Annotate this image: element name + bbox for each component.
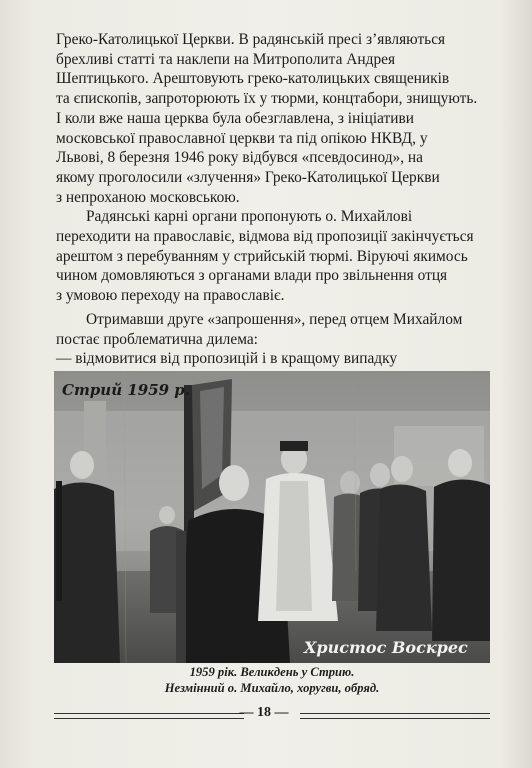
- text-line: Радянські карні органи пропонують о. Михайлові: [86, 208, 413, 226]
- photo-inscription-top: Стрий 1959 р.: [62, 381, 191, 399]
- text-line: Шептицького. Арештовують греко-католицьких священиків: [56, 70, 450, 88]
- caption-line: 1959 рік. Великдень у Стрию.: [189, 665, 355, 679]
- paragraph: [56, 30, 490, 207]
- easter-photo: [54, 371, 490, 663]
- text-line: І коли вже наша церква була обезглавлена, з ініціативи: [56, 109, 414, 127]
- text-line: з непроханою московською.: [56, 188, 240, 206]
- page-number: — 18 —: [239, 705, 289, 720]
- caption-line: Незмінний о. Михайло, хоругви, обряд.: [164, 680, 380, 695]
- text-line: Греко-Католицької Церкви. В радянській пресі з’являються: [56, 31, 446, 48]
- body-text: [56, 30, 490, 369]
- text-line: — відмовитися від пропозицій і в кращому випадку: [56, 350, 398, 368]
- paragraph: [56, 310, 490, 369]
- text-line: з умовою переходу на православіє.: [56, 287, 285, 305]
- text-line: арештом з перебуванням у стрийській тюрмі. Віруючі якимось: [56, 247, 468, 265]
- text-line: якому проголосили «злучення» Греко-Католицької Церкви: [56, 168, 440, 186]
- text-line: чином домовляються з органами влади про звільнення отця: [56, 267, 448, 285]
- footer-rule-right: [300, 713, 490, 719]
- photo-inscription-bottom: Христос Воскрес: [304, 638, 468, 657]
- text-line: переходити на православіє, відмова від пропозиції закінчується: [56, 228, 474, 246]
- text-line: постає проблематична дилема:: [56, 330, 258, 348]
- photo-caption: [54, 665, 490, 696]
- paragraph: [56, 207, 490, 306]
- text-line: брехливі статті та наклепи на Митрополита Андрея: [56, 50, 396, 68]
- text-line: та єпископів, запроторюють їх у тюрми, концтабори, знищують.: [56, 90, 478, 108]
- text-line: Львові, 8 березня 1946 року відбувся «псевдосинод», на: [56, 149, 423, 167]
- footer-rule-left: [54, 713, 244, 719]
- text-line: Отримавши друге «запрошення», перед отцем Михайлом: [86, 310, 463, 328]
- text-line: московської православної церкви та під опікою НКВД, у: [56, 129, 428, 147]
